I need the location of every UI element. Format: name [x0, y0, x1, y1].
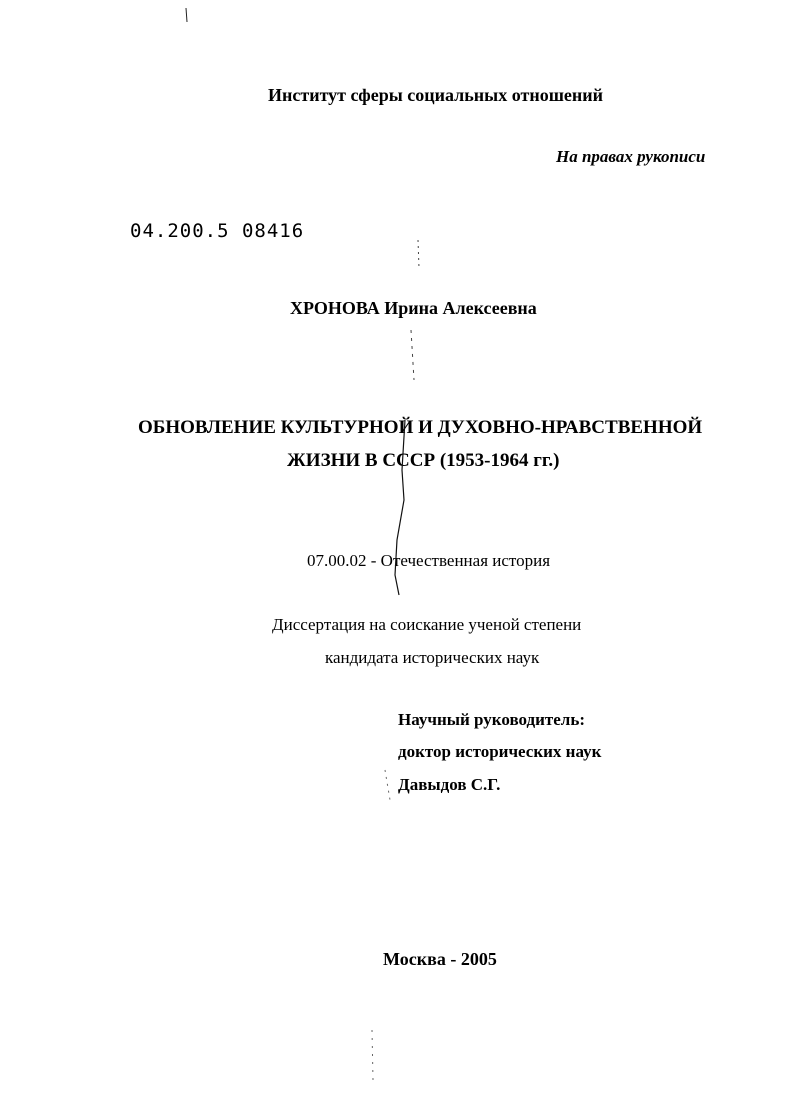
dissertation-line-2: кандидата исторических наук	[325, 648, 540, 667]
catalog-number: 04.200.5 08416	[130, 220, 305, 242]
rights-note: На правах рукописи	[556, 147, 706, 166]
dissertation-line-1: Диссертация на соискание ученой степени	[272, 615, 582, 634]
title-line-2: ЖИЗНИ В СССР (1953-1964 гг.)	[287, 450, 560, 471]
supervisor-role: Научный руководитель:	[398, 710, 585, 729]
institute-name: Институт сферы социальных отношений	[268, 85, 603, 105]
author-name: ХРОНОВА Ирина Алексеевна	[290, 298, 537, 318]
title-line-1: ОБНОВЛЕНИЕ КУЛЬТУРНОЙ И ДУХОВНО-НРАВСТВЕННОЙ	[138, 417, 703, 438]
specialty-code: 07.00.02 - Отечественная история	[307, 551, 551, 570]
supervisor-name: Давыдов С.Г.	[398, 775, 501, 794]
city-year: Москва - 2005	[383, 949, 497, 969]
supervisor-degree: доктор исторических наук	[398, 742, 602, 761]
